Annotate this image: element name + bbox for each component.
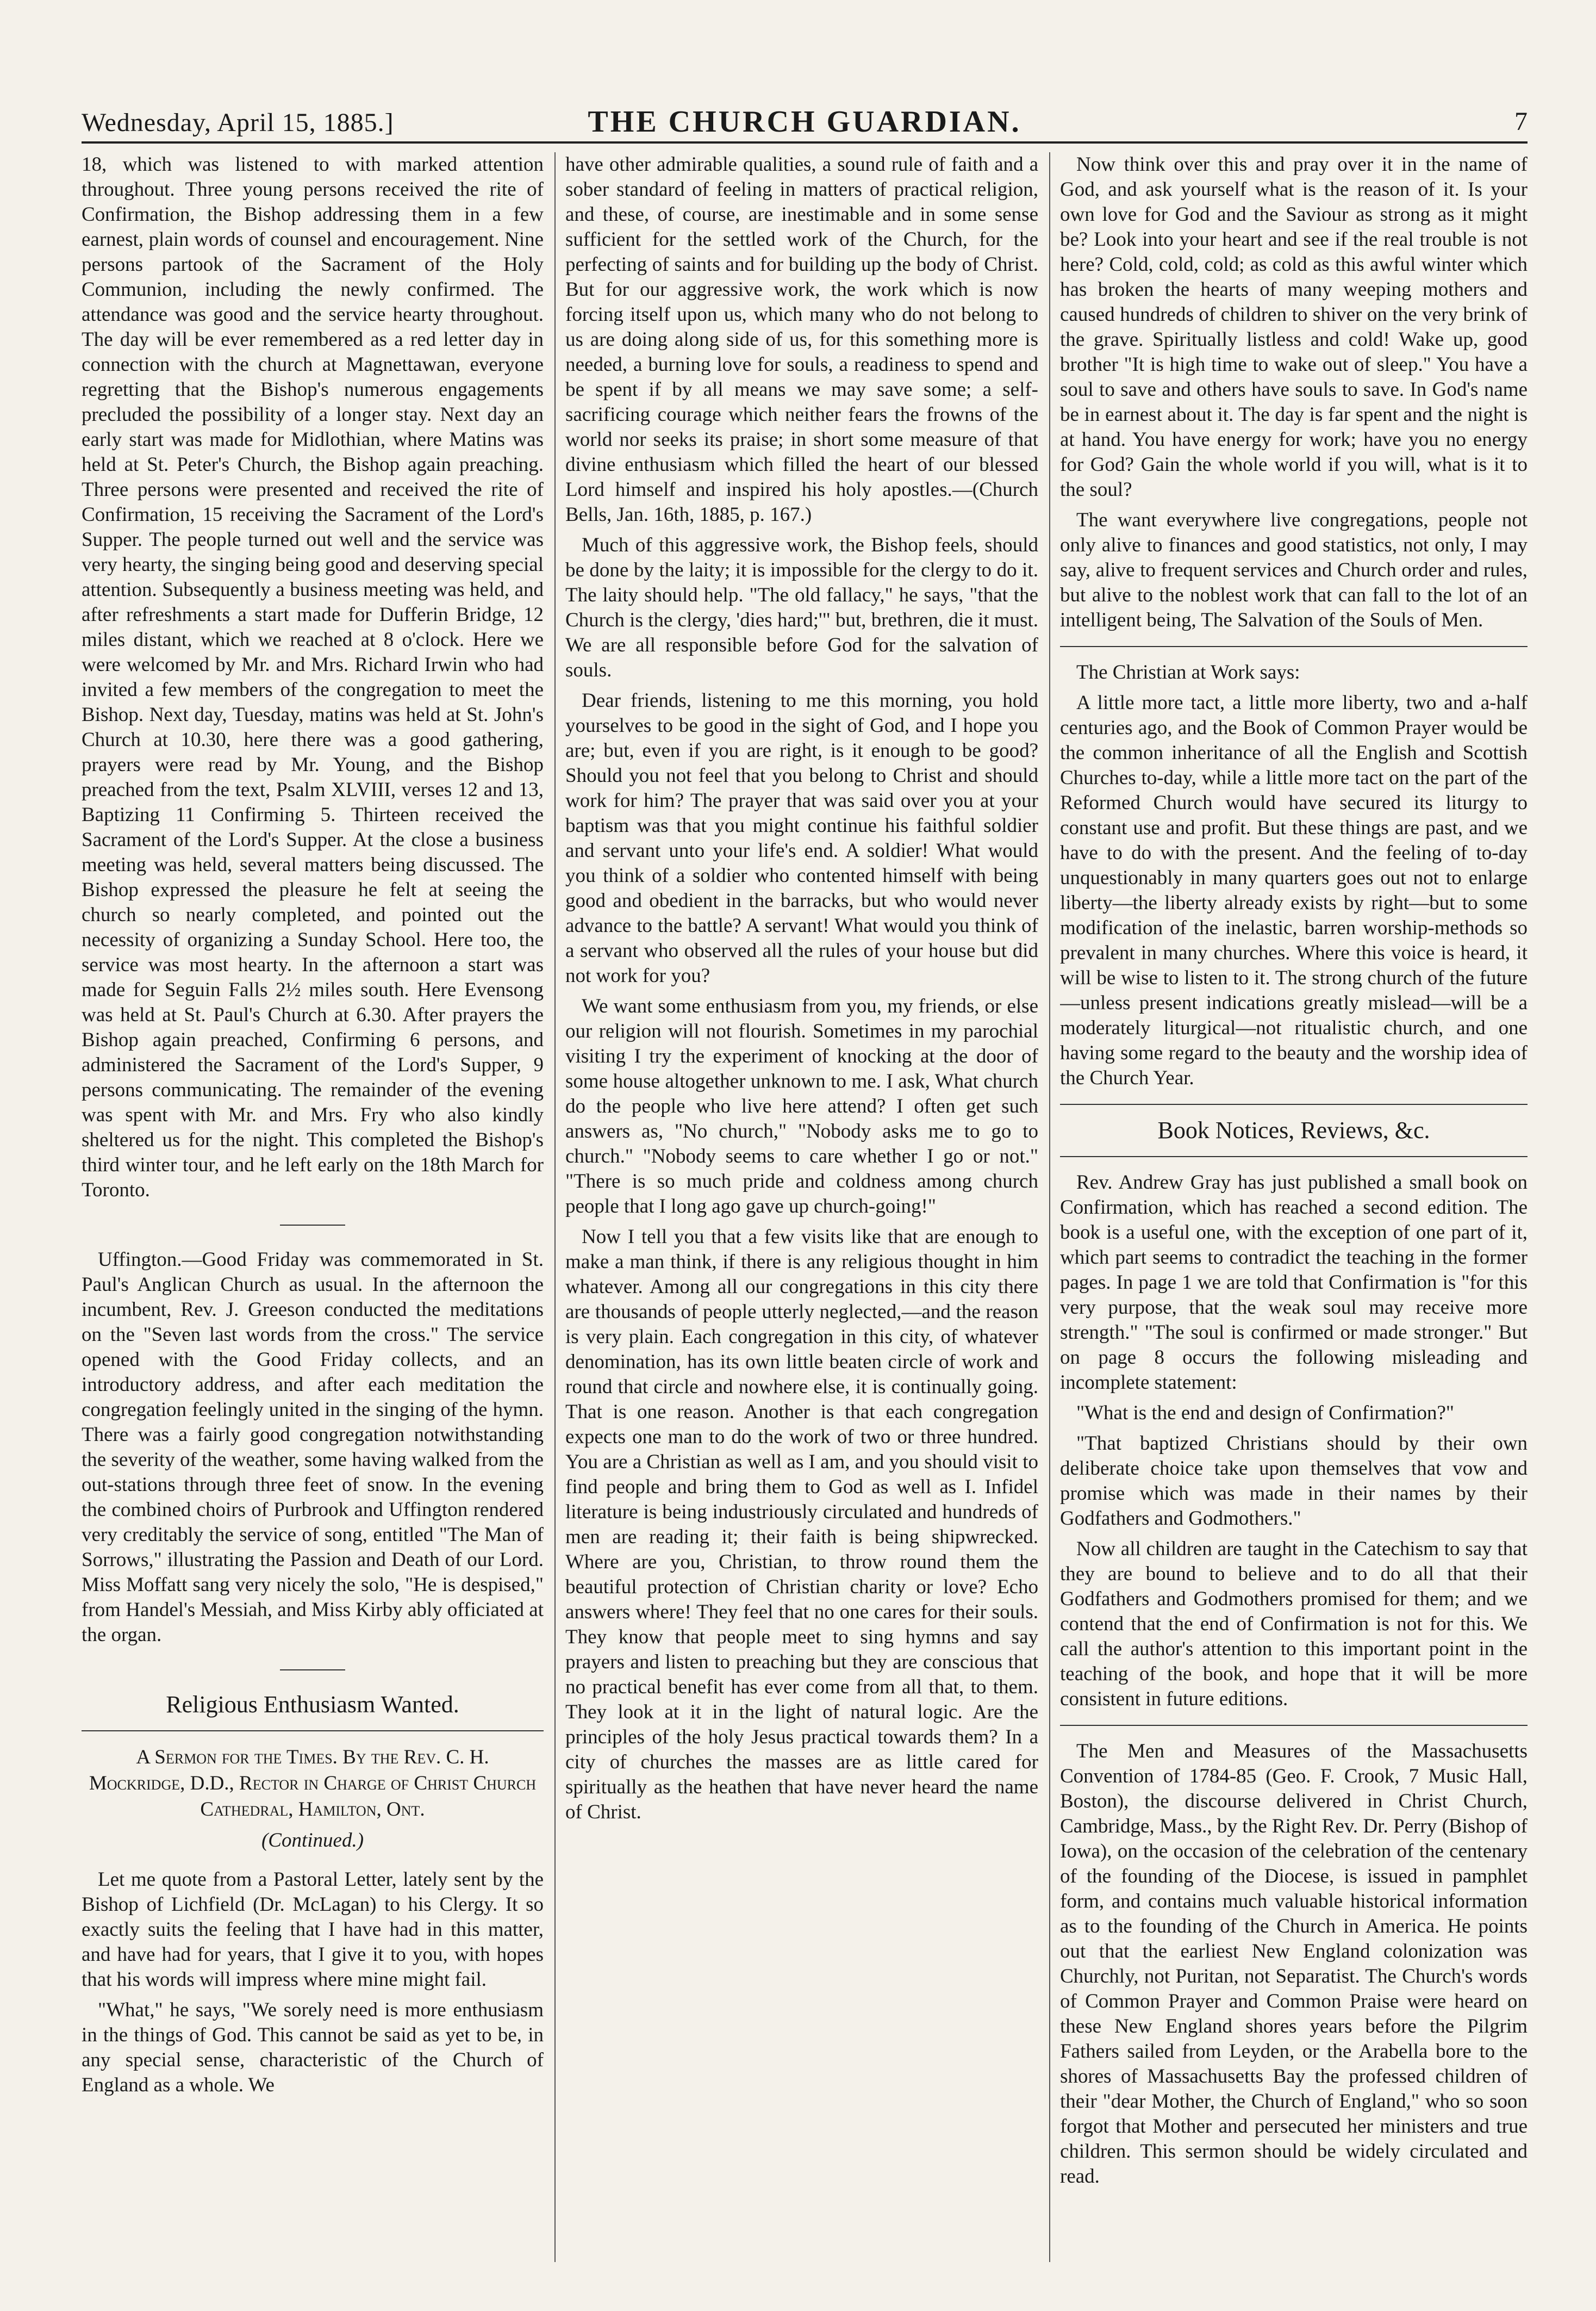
section-heading: Religious Enthusiasm Wanted. [166, 1691, 459, 1718]
separator-rule [1060, 1156, 1528, 1157]
article-paragraph: Rev. Andrew Gray has just published a small book on Confirmation, which has reached a second edition. The book is a useful one, with the exception of one part of it, which part seems to contradict the teaching in the former pages. In page 1 we are told that Confirmation is "for this very purpose, that the weak soul may receive more strength." "The soul is confirmed or made stronger." But on page 8 occurs the following misleading and incomplete statement: [1060, 1171, 1528, 1394]
issue-date: Wednesday, April 15, 1885.] [82, 108, 394, 137]
article-paragraph: Uffington.—Good Friday was commemorated in St. Paul's Anglican Church as usual. In the afternoon the incumbent, Rev. J. Greeson conducted the meditations on the "Seven last words from the cross." The service opened with the Good Friday collects, and an introductory address, and after each meditation the congregation feelingly united in the singing of the hymn. There was a fairly good congregation notwithstanding the severity of the weather, some having walked from the out-stations through three feet of snow. In the evening the combined choirs of Purbrook and Uffington rendered very creditably the service of song, entitled "The Man of Sorrows," illustrating the Passion and Death of our Lord. Miss Moffatt sang very nicely the solo, "He is despised," from Handel's Messiah, and Miss Kirby ably officiated at the organ. [82, 1248, 544, 1646]
column-2 [565, 152, 1038, 2262]
article-paragraph: Now think over this and pray over it in the name of God, and ask yourself what is the reason of it. Is your own love for God and the Saviour as strong as it might be? Look into your heart and see if the real trouble is not here? Cold, cold, cold; as cold as this awful winter which has broken the hearts of many weeping mothers and caused hundreds of children to shiver on the very brink of the grave. Spiritually listless and cold! Wake up, good brother "It is high time to wake out of sleep." You have a soul to save and others have souls to save. In God's name be in earnest about it. The day is far spent and the night is at hand. You have energy for work; have you no energy for God? Gain the whole world if you will, what is it to the soul? [1060, 153, 1528, 501]
article-paragraph: "What is the end and design of Confirmation?" [1076, 1402, 1455, 1424]
article-paragraph: Now I tell you that a few visits like that are enough to make a man think, if there is any religious thought in him whatever. Among all our congregations in this city there are thousands of people utterly neglected,—and the reason is very plain. Each congregation in this city, of whatever denomination, has its own little beaten circle of work and round that circle and nowhere else, it is continually going. That is one reason. Another is that each congregation expects one man to do the work of two or three hundred. You are a Christian as well as I am, and you should visit to find people and bring them to God as well as I. Infidel literature is being industriously circulated and hundreds of men are reading it; their faith is being shipwrecked. Where are you, Christian, to throw round them the beautiful protection of Christian charity or love? Echo answers where! They feel that no one cares for their souls. They know that people meet to sing hymns and say prayers and listen to preaching but they are conscious that no practical benefit has ever come from all that, to them. They look at it in the light of natural logic. Are the principles of the holy Jesus practical towards them? In a city of churches the masses are as little cared for spiritually as the heathen that have never heard the name of Christ. [565, 1226, 1038, 1823]
article-paragraph: Let me quote from a Pastoral Letter, lately sent by the Bishop of Lichfield (Dr. McLagan) to his Clergy. It so exactly suits the feeling that I have had in this matter, and have had for years, that I give it to you, with hopes that his words will impress where mine might fail. [82, 1868, 544, 1991]
article-paragraph: "That baptized Christians should by their own deliberate choice take upon themselves that vow and promise which was made in their names by their Godfathers and Godmothers." [1060, 1432, 1528, 1530]
article-paragraph: Now all children are taught in the Catechism to say that they are bound to believe and to do all that their Godfathers and Godmothers promised for them; and we contend that the end of Confirmation is not for this. We call the author's attention to this important point in the teaching of the book, and hope that it will be more consistent in future editions. [1060, 1538, 1528, 1710]
column-1 [82, 152, 544, 2262]
article-paragraph: Much of this aggressive work, the Bishop feels, should be done by the laity; it is impossible for the clergy to do it. The laity should help. "The old fallacy," he says, "that the Church is the clergy, 'dies hard;'" but, brethren, die it must. We are all responsible before God for the salvation of souls. [565, 534, 1038, 681]
separator-rule [1060, 646, 1528, 647]
separator-rule [1060, 1104, 1528, 1105]
sermon-byline: A Sermon for the Times. By the Rev. C. H. Mockridge, D.D., Rector in Charge of Christ Church Cathedral, Hamilton, Ont. [89, 1746, 537, 1821]
page-number: 7 [1514, 107, 1528, 136]
separator-rule [280, 1225, 345, 1226]
column-3 [1060, 152, 1528, 2262]
article-paragraph: The Men and Measures of the Massachusetts Convention of 1784-85 (Geo. F. Crook, 7 Music Hall, Boston), the discourse delivered in Christ Church, Cambridge, Mass., by the Right Rev. Dr. Perry (Bishop of Iowa), on the occasion of the celebration of the centenary of the founding of the Diocese, is issued in pamphlet form, and contains much valuable historical information as to the founding of the Church in America. He points out that the earliest New England colonization was Churchly, not Puritan, not Separatist. The Church's words of Common Prayer and Common Praise were heard on these New England shores years before the Pilgrim Fathers sailed from Leyden, or the Arabella bore to the shores of Massachusetts Bay the professed children of their "dear Mother, the Church of England," who so soon forgot that Mother and persecuted her ministers and true children. This sermon should be widely circulated and read. [1060, 1740, 1528, 2188]
article-paragraph: "What," he says, "We sorely need is more enthusiasm in the things of God. This cannot be said as yet to be, in any special sense, characteristic of the Church of England as a whole. We [82, 1999, 544, 2096]
newspaper-title: THE CHURCH GUARDIAN. [588, 105, 1021, 139]
article-paragraph: Dear friends, listening to me this morning, you hold yourselves to be good in the sight of God, and I hope you are; but, even if you are right, is it enough to be good? Should you not feel that you belong to Christ and should work for him? The prayer that was said over you at your baptism was that you might continue his faithful soldier and servant unto your life's end. A soldier! What would you think of a soldier who contented himself with being good and obedient in the barracks, but who would never advance to the battle? A servant! What would you think of a servant who observed all the rules of your house but did not work for you? [565, 689, 1038, 987]
article-paragraph: We want some enthusiasm from you, my friends, or else our religion will not flourish. Sometimes in my parochial visiting I try the experiment of knocking at the door of some house altogether unknown to me. I ask, What church do the people who live here attend? I often get such answers as, "No church," "Nobody asks me to go to church." "Nobody seems to care whether I go or not." "There is so much pride and coldness among church people that I long ago gave up church-going!" [565, 995, 1038, 1217]
article-paragraph: 18, which was listened to with marked attention throughout. Three young persons received the rite of Confirmation, the Bishop addressing them in a few earnest, plain words of counsel and encouragement. Nine persons partook of the Sacrament of the Holy Communion, including the newly confirmed. The attendance was good and the service hearty throughout. The day will be ever remembered as a red letter day in connection with the church at Magnettawan, everyone regretting that the Bishop's numerous engagements precluded the possibility of a longer stay. Next day an early start was made for Midlothian, where Matins was held at St. Peter's Church, the Bishop again preaching. Three persons were presented and received the rite of Confirmation, 15 receiving the Sacrament of the Lord's Supper. The people turned out well and the service was very hearty, the singing being good and deserving special attention. Subsequently a business meeting was held, and after refreshments a start made for Dufferin Bridge, 12 miles distant, which we reached at 8 o'clock. Here we were welcomed by Mr. and Mrs. Richard Irwin who had invited a few members of the congregation to meet the Bishop. Next day, Tuesday, matins was held at St. John's Church at 10.30, here there was a good gathering, prayers were read by Mr. Young, and the Bishop preached from the text, Psalm XLVIII, verses 12 and 13, Baptizing 11 Confirming 5. Thirteen received the Sacrament of the Lord's Supper. At the close a business meeting was held, several matters being discussed. The Bishop expressed the pleasure he felt at seeing the church so nearly completed, and pointed out the necessity of organizing a Sunday School. Here too, the service was most hearty. In the afternoon a start was made for Seguin Falls 2½ miles south. Here Evensong was held at St. Paul's Church at 6.30. After prayers the Bishop again preached, Confirming 6 persons, and administered the Sacrament of the Lord's Supper, 9 persons communicating. The remainder of the evening was spent with Mr. and Mrs. Fry who also kindly sheltered us for the night. This completed the Bishop's third winter tour, and he left early on the 18th March for Toronto. [82, 153, 544, 1201]
article-paragraph: The Christian at Work says: [1076, 661, 1300, 684]
article-paragraph: The want everywhere live congregations, people not only alive to finances and good statistics, not only, I may say, alive to frequent services and Church order and rules, but alive to the noblest work that can fall to the lot of an intelligent being, The Salvation of the Souls of Men. [1060, 509, 1528, 631]
continued-note: (Continued.) [261, 1829, 364, 1852]
column-rule [554, 152, 556, 2262]
separator-rule [280, 1669, 345, 1670]
article-paragraph: have other admirable qualities, a sound rule of faith and a sober standard of feeling in matters of practical religion, and these, of course, are inestimable and in some sense sufficient for the settled work of the Church, for the perfecting of saints and for building up the body of Christ. But for our aggressive work, the work which is now forcing itself upon us, which many who do not belong to us are doing along side of us, for this something more is needed, a burning love for souls, a readiness to spend and be spent if by all means we may save some; a self-sacrificing courage which neither fears the frowns of the world nor seeks its praise; in short some measure of that divine enthusiasm which filled the heart of our blessed Lord himself and inspired his holy apostles.—(Church Bells, Jan. 16th, 1885, p. 167.) [565, 153, 1038, 526]
separator-rule [1060, 1725, 1528, 1726]
article-paragraph: A little more tact, a little more liberty, two and a-half centuries ago, and the Book of Common Prayer would be the common inheritance of all the English and Scottish Churches to-day, while a little more tact on the part of the Reformed Church would have secured its liturgy to constant use and profit. But these things are past, and we have to do with the present. And the feeling of to-day unquestionably in many quarters goes out not to enlarge liberty—the liberty already exists by right—but to some modification of the inelastic, barren worship-methods so prevalent in many churches. Where this voice is heard, it will be wise to listen to it. The strong church of the future—unless present indications greatly mislead—will be a moderately liturgical—not ritualistic church, and one having some regard to the beauty and the worship idea of the Church Year. [1060, 692, 1528, 1089]
separator-rule [82, 1730, 544, 1731]
section-heading: Book Notices, Reviews, &c. [1157, 1117, 1430, 1144]
column-rule [1049, 152, 1050, 2262]
masthead [82, 103, 1528, 144]
